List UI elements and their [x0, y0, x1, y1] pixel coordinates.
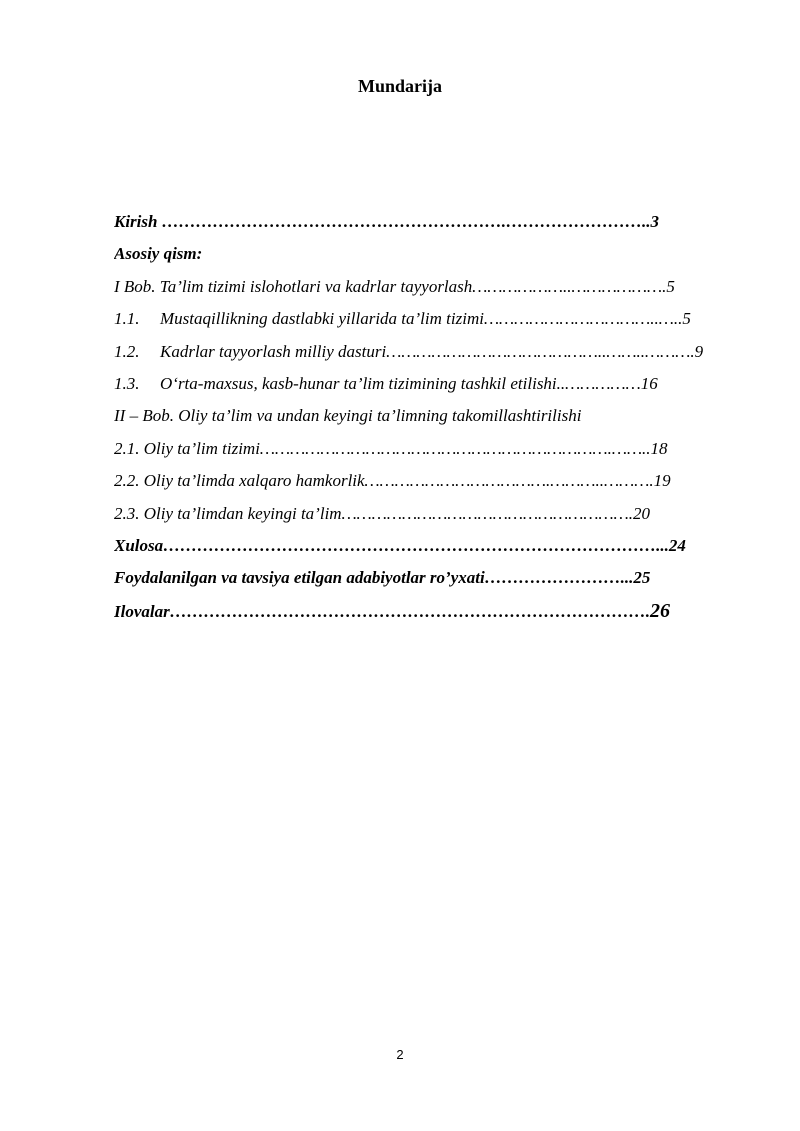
- ilovalar-page: 26: [649, 599, 670, 622]
- section-number: 1.1.: [114, 309, 140, 329]
- toc-entry-foydalanilgan: Foydalanilgan va tavsiya etilgan adabiyotlar ro’yxati……………………...25: [114, 568, 651, 588]
- section-title: Mustaqillikning dastlabki yillarida ta’lim tizimi……………………………..…..5: [160, 309, 691, 329]
- toc-entry-chapter-2: II – Bob. Oliy ta’lim va undan keyingi ta’limning takomillashtirilishi: [114, 406, 582, 426]
- toc-entry-ilovalar: [114, 595, 734, 627]
- toc-entry-section-2-3: 2.3. Oliy ta’limdan keyingi ta’lim………………………………………………….20: [114, 503, 651, 523]
- ilovalar-title: Ilovalar………………………………………………………………………….: [114, 601, 650, 621]
- toc-entry-section-2-2: 2.2. Oliy ta’limda xalqaro hamkorlik……………………………….………..……….19: [114, 471, 671, 491]
- toc-entry-section-1-1: [114, 303, 734, 335]
- toc-entry-xulosa: Xulosa……………………………………………………………………………...24: [114, 535, 686, 555]
- toc-entry-kirish: Kirish …………………………………………………….……………………..3: [114, 212, 659, 231]
- section-title: O‘rta-maxsus, kasb-hunar ta’lim tizimining tashkil etilishi..……………16: [160, 373, 658, 393]
- toc-entry-section-2-1: 2.1. Oliy ta’lim tizimi…………………………………………………………….……..18: [114, 438, 668, 458]
- section-number: 1.3.: [114, 373, 140, 393]
- toc-entry-chapter-1: I Bob. Ta’lim tizimi islohotlari va kadrlar tayyorlash………………..……………….5: [114, 276, 675, 296]
- toc-entry-section-1-2: [114, 336, 734, 368]
- page-title: Mundarija: [357, 76, 442, 96]
- section-number: 1.2.: [114, 341, 140, 361]
- table-of-contents: [114, 206, 734, 627]
- page-number: 2: [396, 1047, 404, 1062]
- toc-entry-section-1-3: [114, 368, 734, 400]
- toc-entry-asosiy-qism: Asosiy qism:: [114, 244, 203, 264]
- section-title: Kadrlar tayyorlash milliy dasturi……………………………………..……..……….9: [160, 341, 704, 361]
